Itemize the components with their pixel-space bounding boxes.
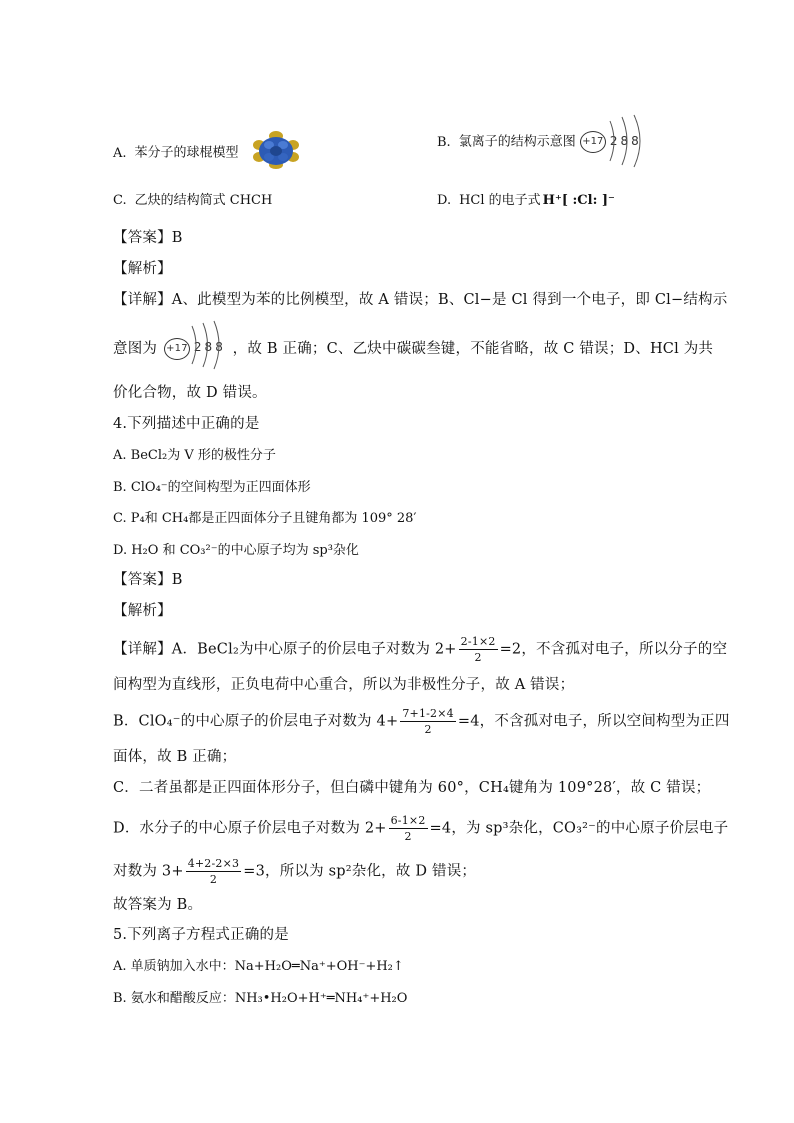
fraction-numerator: 6-1×2: [390, 814, 426, 827]
q3-detail-2b: ，故 B 正确；C、乙炔中碳碳叁键，不能省略，故 C 错误；D、HCl 为共: [232, 341, 714, 357]
fraction-denominator: 2: [404, 830, 412, 843]
q3-answer: 【答案】B: [113, 230, 183, 246]
q4-detail-b-part-1: B．ClO₄⁻的中心原子的价层电子对数为 4+: [113, 713, 399, 730]
q5-title: 5.下列离子方程式正确的是: [113, 927, 289, 943]
shell-arcs-inline-icon: [186, 320, 230, 370]
benzene-model-icon: [251, 131, 301, 175]
q4-analysis-heading: 【解析】: [113, 603, 172, 619]
q3-option-a-label: A.: [113, 145, 127, 161]
q4-detail-d-part-2: =4，为 sp³杂化，CO₃²⁻的中心原子价层电子: [429, 820, 729, 837]
q3-option-c-label: C.: [113, 193, 127, 208]
fraction-denominator: 2: [474, 651, 482, 664]
q4-fraction-b: [400, 707, 456, 736]
q4-detail-a-part-2: =2，不含孤对电子，所以分子的空: [499, 641, 728, 658]
q4-option-c[interactable]: C. P₄和 CH₄都是正四面体分子且键角都为 109° 28′: [113, 511, 417, 526]
q4-detail-a-part-1: 【详解】A．BeCl₂为中心原子的价层电子对数为 2+: [113, 641, 457, 658]
q4-detail-b-line-2: 面体，故 B 正确；: [113, 749, 237, 765]
q4-detail-d-part-4: =3，所以为 sp²杂化，故 D 错误；: [243, 863, 477, 880]
q4-answer: 【答案】B: [113, 572, 183, 588]
q3-option-a[interactable]: [113, 131, 301, 175]
q4-detail-d-part-3: 对数为 3+: [113, 863, 184, 880]
q3-option-a-text: 苯分子的球棍模型: [134, 145, 239, 161]
nucleus-charge-inline: +17: [164, 338, 190, 360]
q3-option-c[interactable]: [113, 192, 272, 210]
q3-detail-line-2: [113, 338, 713, 360]
q3-detail-line-1: 【详解】A、此模型为苯的比例模型，故 A 错误；B、Cl−是 Cl 得到一个电子，即 Cl−结构示: [113, 292, 728, 308]
q4-detail-a-line-1: [113, 635, 727, 664]
q4-detail-d-part-1: D．水分子的中心原子价层电子对数为 2+: [113, 820, 387, 837]
q4-detail-d-line-2: [113, 857, 476, 886]
q3-option-d-label: D.: [437, 193, 452, 208]
q5-option-b[interactable]: B. 氨水和醋酸反应：NH₃•H₂O+H⁺═NH₄⁺+H₂O: [113, 991, 408, 1006]
q4-option-d[interactable]: D. H₂O 和 CO₃²⁻的中心原子均为 sp³杂化: [113, 543, 359, 558]
shell-arcs-icon: [602, 113, 652, 169]
q4-conclusion: 故答案为 B。: [113, 897, 203, 913]
chloride-ion-diagram: [580, 131, 642, 153]
q4-detail-a-line-2: 间构型为直线形，正负电荷中心重合，所以为非极性分子，故 A 错误；: [113, 677, 575, 693]
q4-fraction-d1: [389, 814, 428, 843]
fraction-denominator: 2: [209, 873, 218, 886]
fraction-numerator: 7+1-2×4: [402, 707, 454, 720]
q4-detail-b-line-1: [113, 707, 730, 736]
electron-shells-inline: 288: [193, 340, 226, 354]
q4-detail-d-line-1: [113, 814, 728, 843]
q4-detail-b-part-2: =4，不含孤对电子，所以空间构型为正四: [457, 713, 730, 730]
q4-title: 4.下列描述中正确的是: [113, 416, 260, 432]
nucleus-charge: +17: [580, 131, 606, 153]
q3-option-b-label: B.: [437, 134, 451, 150]
q3-option-b-text: 氯离子的结构示意图: [458, 134, 576, 150]
q3-detail-2a: 意图为: [113, 341, 158, 357]
q4-fraction-d2: [186, 857, 242, 886]
q3-option-c-text: 乙炔的结构简式 CHCH: [134, 193, 273, 208]
q4-fraction-a: [459, 635, 498, 664]
fraction-numerator: 4+2-2×3: [187, 857, 240, 870]
q3-option-b[interactable]: [437, 131, 642, 153]
q3-option-d[interactable]: [437, 192, 615, 210]
q4-detail-c: C．二者虽都是正四面体形分子，但白磷中键角为 60°，CH₄键角为 109°28′，故 C 错误；: [113, 780, 711, 796]
q5-option-a[interactable]: A. 单质钠加入水中：Na+H₂O═Na⁺+OH⁻+H₂↑: [113, 959, 404, 974]
hcl-electron-formula: H⁺[ :Cl: ]⁻: [542, 193, 615, 208]
q3-option-d-text: HCl 的电子式: [459, 193, 541, 208]
fraction-denominator: 2: [424, 723, 432, 736]
q3-detail-line-3: 价化合物，故 D 错误。: [113, 385, 267, 401]
q4-option-b[interactable]: B. ClO₄⁻的空间构型为正四面体形: [113, 480, 311, 495]
q3-analysis-heading: 【解析】: [113, 261, 172, 277]
chloride-ion-diagram-inline: [164, 338, 226, 360]
q4-option-a[interactable]: A. BeCl₂为 V 形的极性分子: [113, 448, 276, 463]
electron-shells: 288: [609, 133, 642, 148]
fraction-numerator: 2-1×2: [460, 635, 496, 648]
